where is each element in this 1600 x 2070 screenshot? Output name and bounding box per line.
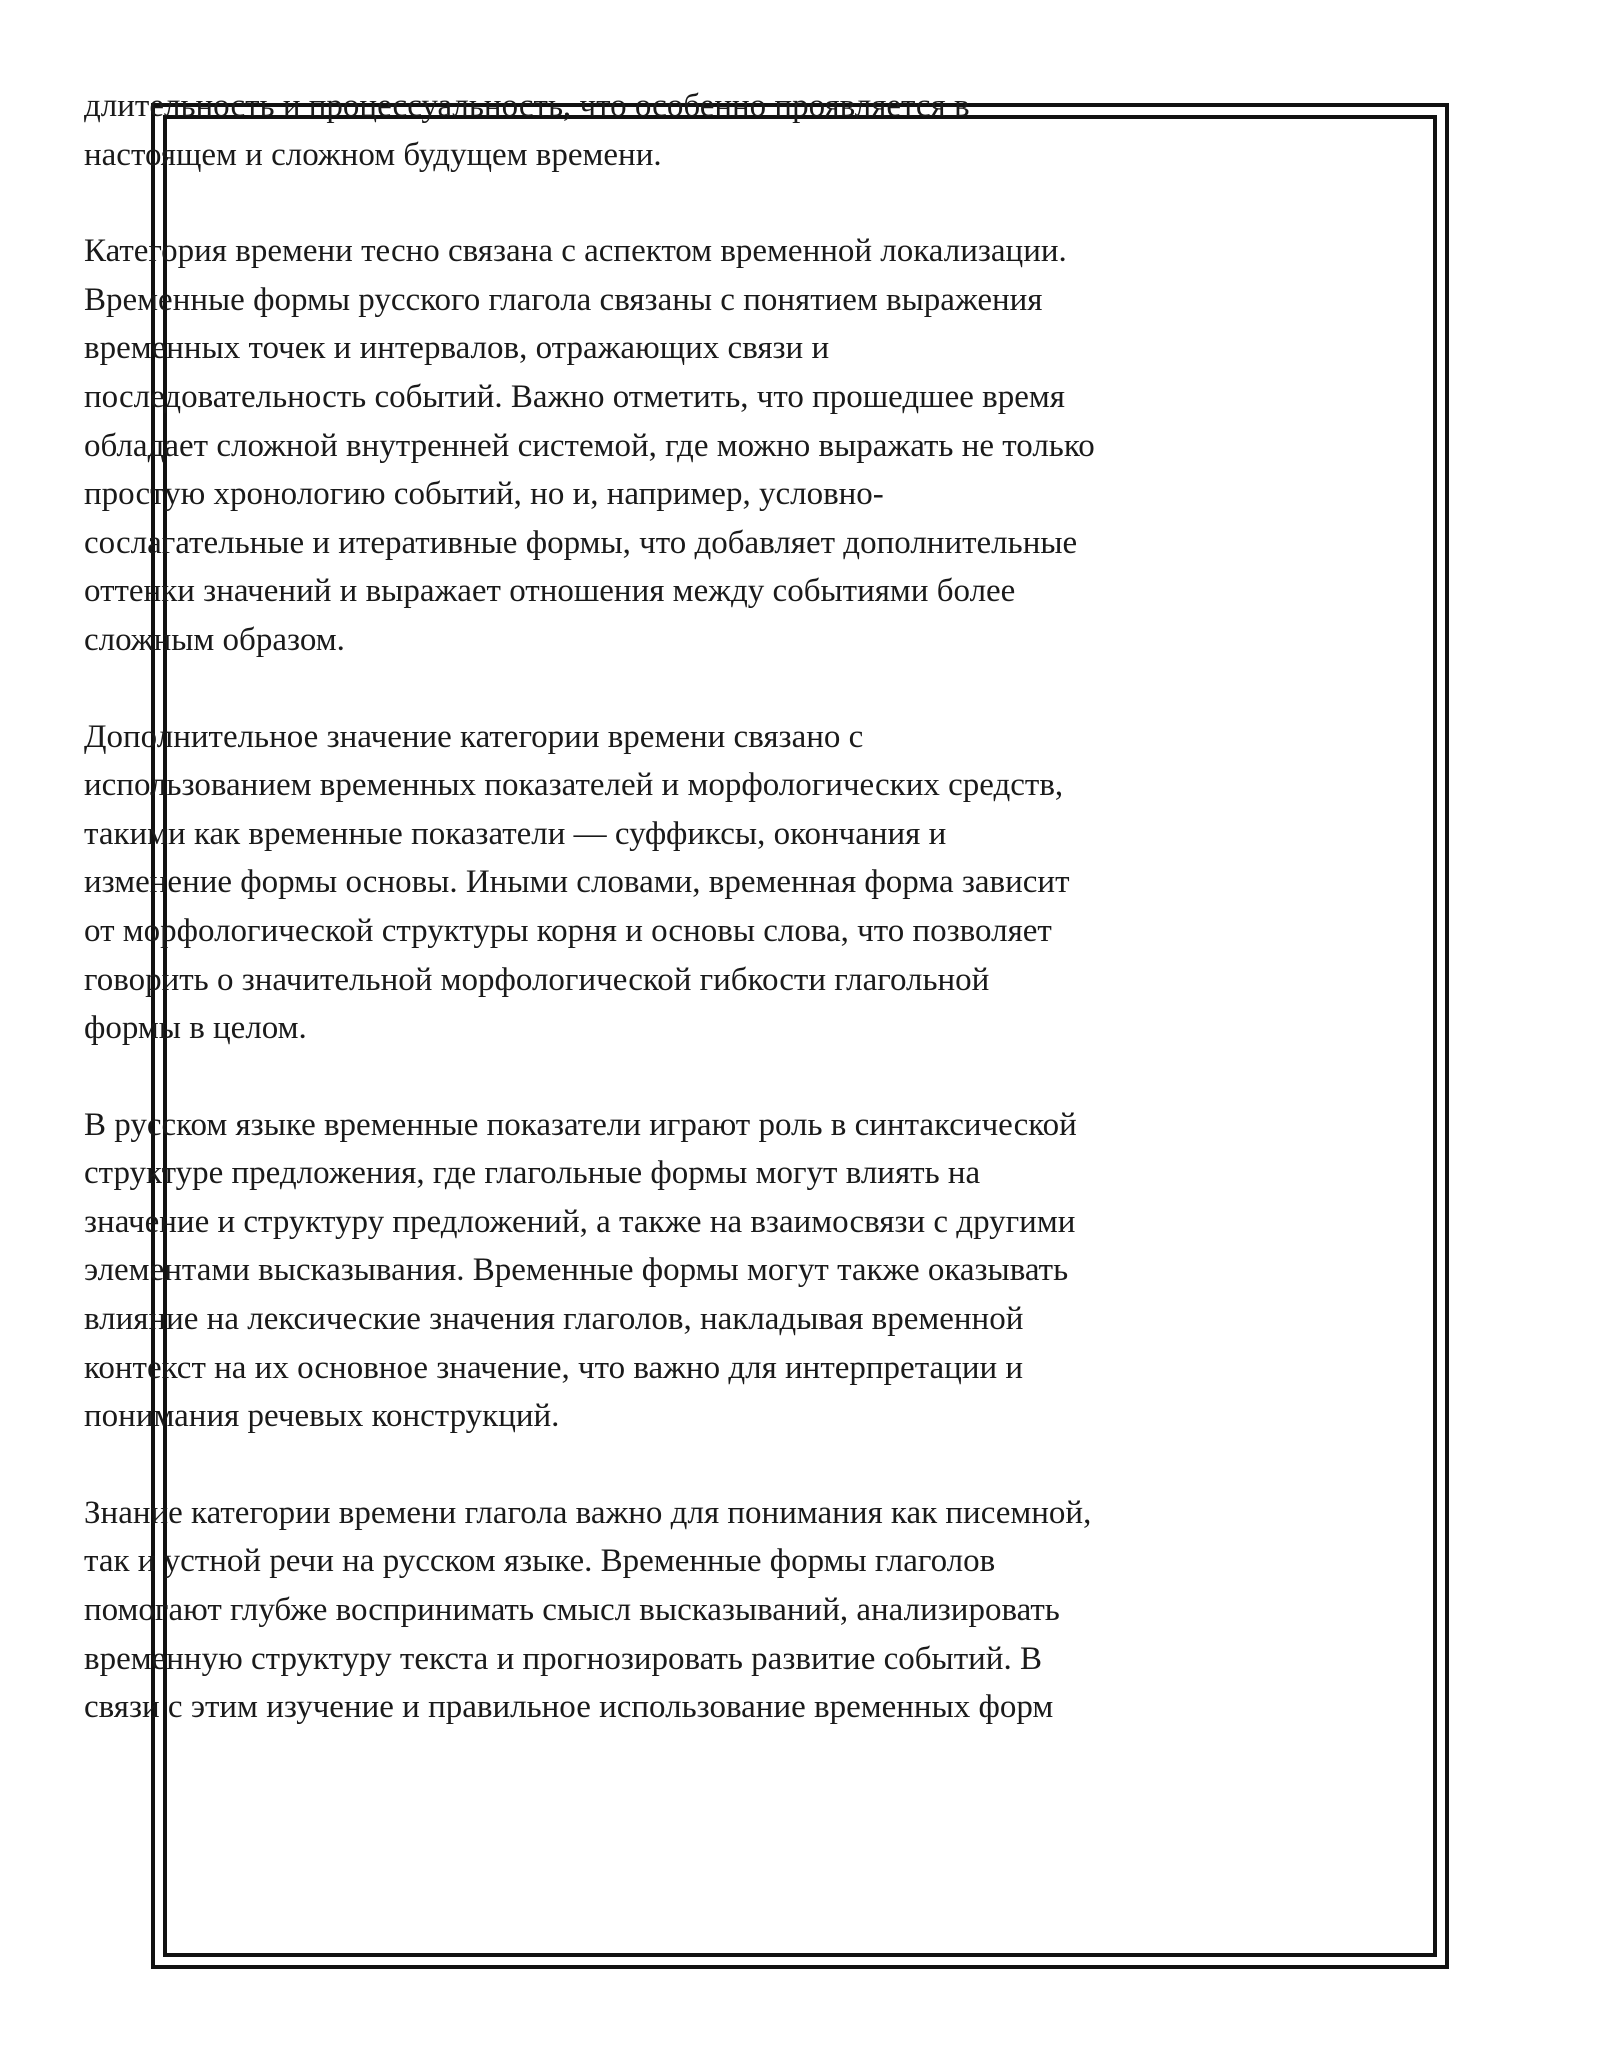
text-line: изменение формы основы. Иными словами, временная форма зависит xyxy=(84,864,1070,901)
text-line: связи с этим изучение и правильное использование временных форм xyxy=(84,1689,1054,1726)
text-line: простую хронологию событий, но и, например, условно- xyxy=(84,476,884,513)
paragraph-3 xyxy=(84,713,1232,1053)
text-line: от морфологической структуры корня и основы слова, что позволяет xyxy=(84,912,1052,949)
paragraph-4 xyxy=(84,1101,1232,1441)
text-line: понимания речевых конструкций. xyxy=(84,1398,560,1435)
text-line: влияние на лексические значения глаголов, накладывая временной xyxy=(84,1301,1024,1338)
paragraph-2 xyxy=(84,227,1232,664)
text-line: контекст на их основное значение, что важно для интерпретации и xyxy=(84,1349,1024,1386)
text-line: говорить о значительной морфологической гибкости глагольной xyxy=(84,961,990,998)
text-line: сложным образом. xyxy=(84,621,345,658)
text-line: структуре предложения, где глагольные формы могут влиять на xyxy=(84,1155,981,1192)
text-line: Знание категории времени глагола важно для понимания как писемной, xyxy=(84,1494,1092,1531)
text-line: так и устной речи на русском языке. Временные формы глаголов xyxy=(84,1543,996,1580)
text-line: значение и структуру предложений, а также на взаимосвязи с другими xyxy=(84,1203,1076,1240)
text-line: временных точек и интервалов, отражающих связи и xyxy=(84,330,830,367)
text-line: элементами высказывания. Временные формы могут также оказывать xyxy=(84,1252,1069,1289)
text-line: В русском языке временные показатели играют роль в синтаксической xyxy=(84,1106,1077,1143)
text-line: оттенки значений и выражает отношения между событиями более xyxy=(84,573,1016,610)
text-line: сослагательные и итеративные формы, что добавляет дополнительные xyxy=(84,524,1078,561)
text-line: помогают глубже воспринимать смысл высказываний, анализировать xyxy=(84,1592,1060,1629)
paragraph-5 xyxy=(84,1489,1232,1732)
text-line: настоящем и сложном будущем времени. xyxy=(84,136,662,173)
paragraph-1 xyxy=(84,82,1232,179)
document-body xyxy=(84,82,1232,1780)
text-line: Временные формы русского глагола связаны с понятием выражения xyxy=(84,281,1043,318)
text-line: длительность и процессуальность, что особенно проявляется в xyxy=(84,88,970,124)
text-line: использованием временных показателей и морфологических средств, xyxy=(84,767,1064,804)
text-line: последовательность событий. Важно отметить, что прошедшее время xyxy=(84,378,1065,415)
text-line: Дополнительное значение категории времени связано с xyxy=(84,718,864,755)
text-line: формы в целом. xyxy=(84,1010,307,1047)
text-line: временную структуру текста и прогнозировать развитие событий. В xyxy=(84,1640,1042,1677)
text-line: такими как временные показатели — суффиксы, окончания и xyxy=(84,815,947,852)
text-line: Категория времени тесно связана с аспектом временной локализации. xyxy=(84,233,1067,270)
text-line: обладает сложной внутренней системой, где можно выражать не только xyxy=(84,427,1095,464)
